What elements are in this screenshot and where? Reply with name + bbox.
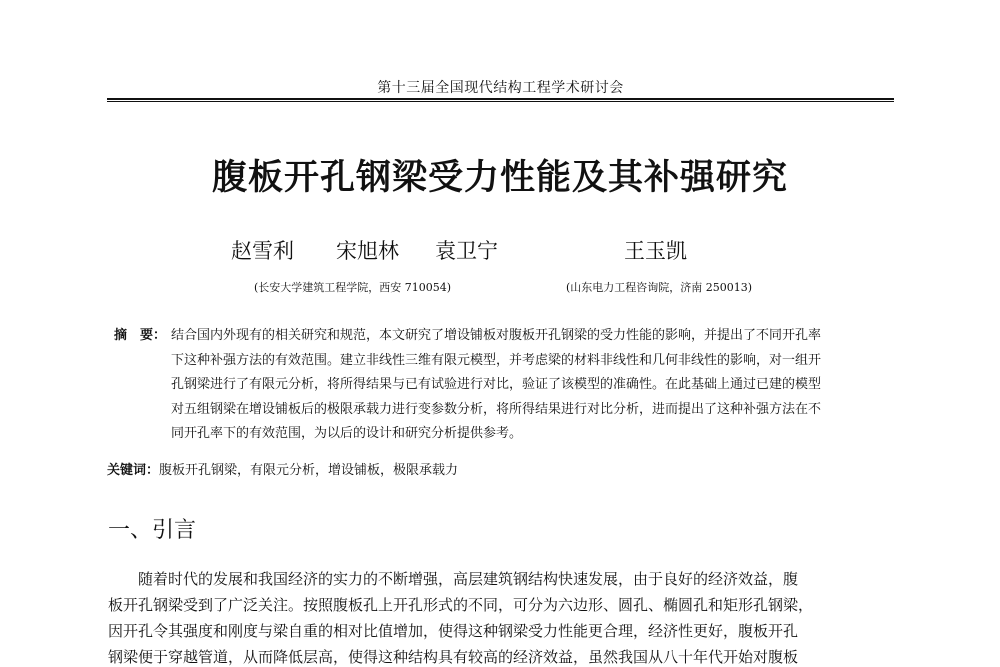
keywords-label: 关键词： (107, 463, 160, 478)
abstract-line: 同开孔率下的有效范围，为以后的设计和研究分析提供参考。 (171, 426, 523, 441)
author-4: 王玉凯 (624, 239, 687, 263)
section-heading: 一、引言 (108, 518, 197, 543)
body-line: 因开孔令其强度和刚度与梁自重的相对比值增加，使得这种钢梁受力性能更合理，经济性更好，腹板开孔 (108, 622, 799, 640)
paper-title: 腹板开孔钢梁受力性能及其补强研究 (211, 158, 788, 198)
abstract-line: 孔钢梁进行了有限元分析，将所得结果与已有试验进行对比，验证了该模型的准确性。在此基础上通过已建的模型 (171, 377, 822, 392)
keywords (107, 459, 458, 478)
running-header: 第十三届全国现代结构工程学术研讨会 (377, 80, 624, 96)
keywords-text: 腹板开孔钢梁，有限元分析，增设铺板，极限承载力 (159, 463, 459, 478)
header-rule-thin (107, 101, 894, 102)
body-line: 随着时代的发展和我国经济的实力的不断增强，高层建筑钢结构快速发展，由于良好的经济效益，腹 (108, 570, 799, 588)
abstract-line: 结合国内外现有的相关研究和规范，本文研究了增设铺板对腹板开孔钢梁的受力性能的影响，并提出了不同开孔率 (171, 328, 822, 343)
author-3: 袁卫宁 (435, 239, 498, 263)
affiliation-1: (长安大学建筑工程学院，西安 710054) (254, 281, 452, 294)
affiliation-2: (山东电力工程咨询院，济南 250013) (566, 281, 753, 294)
abstract-label: 摘 要： (114, 328, 167, 343)
abstract-line: 对五组钢梁在增设铺板后的极限承载力进行变参数分析，将所得结果进行对比分析，进而提出了这种补强方法在不 (171, 401, 822, 417)
body-line: 钢梁便于穿越管道，从而降低层高，使得这种结构具有较高的经济效益，虽然我国从八十年代开始对腹板 (108, 648, 799, 666)
abstract-line: 下这种补强方法的有效范围。建立非线性三维有限元模型，并考虑梁的材料非线性和几何非线性的影响，对一组开 (171, 352, 822, 368)
author-2: 宋旭林 (336, 239, 399, 263)
body-line: 板开孔钢梁受到了广泛关注。按照腹板孔上开孔形式的不同，可分为六边形、圆孔、椭圆孔和矩形孔钢梁， (108, 596, 814, 614)
author-1: 赵雪利 (231, 239, 294, 263)
header-rule (107, 98, 894, 100)
